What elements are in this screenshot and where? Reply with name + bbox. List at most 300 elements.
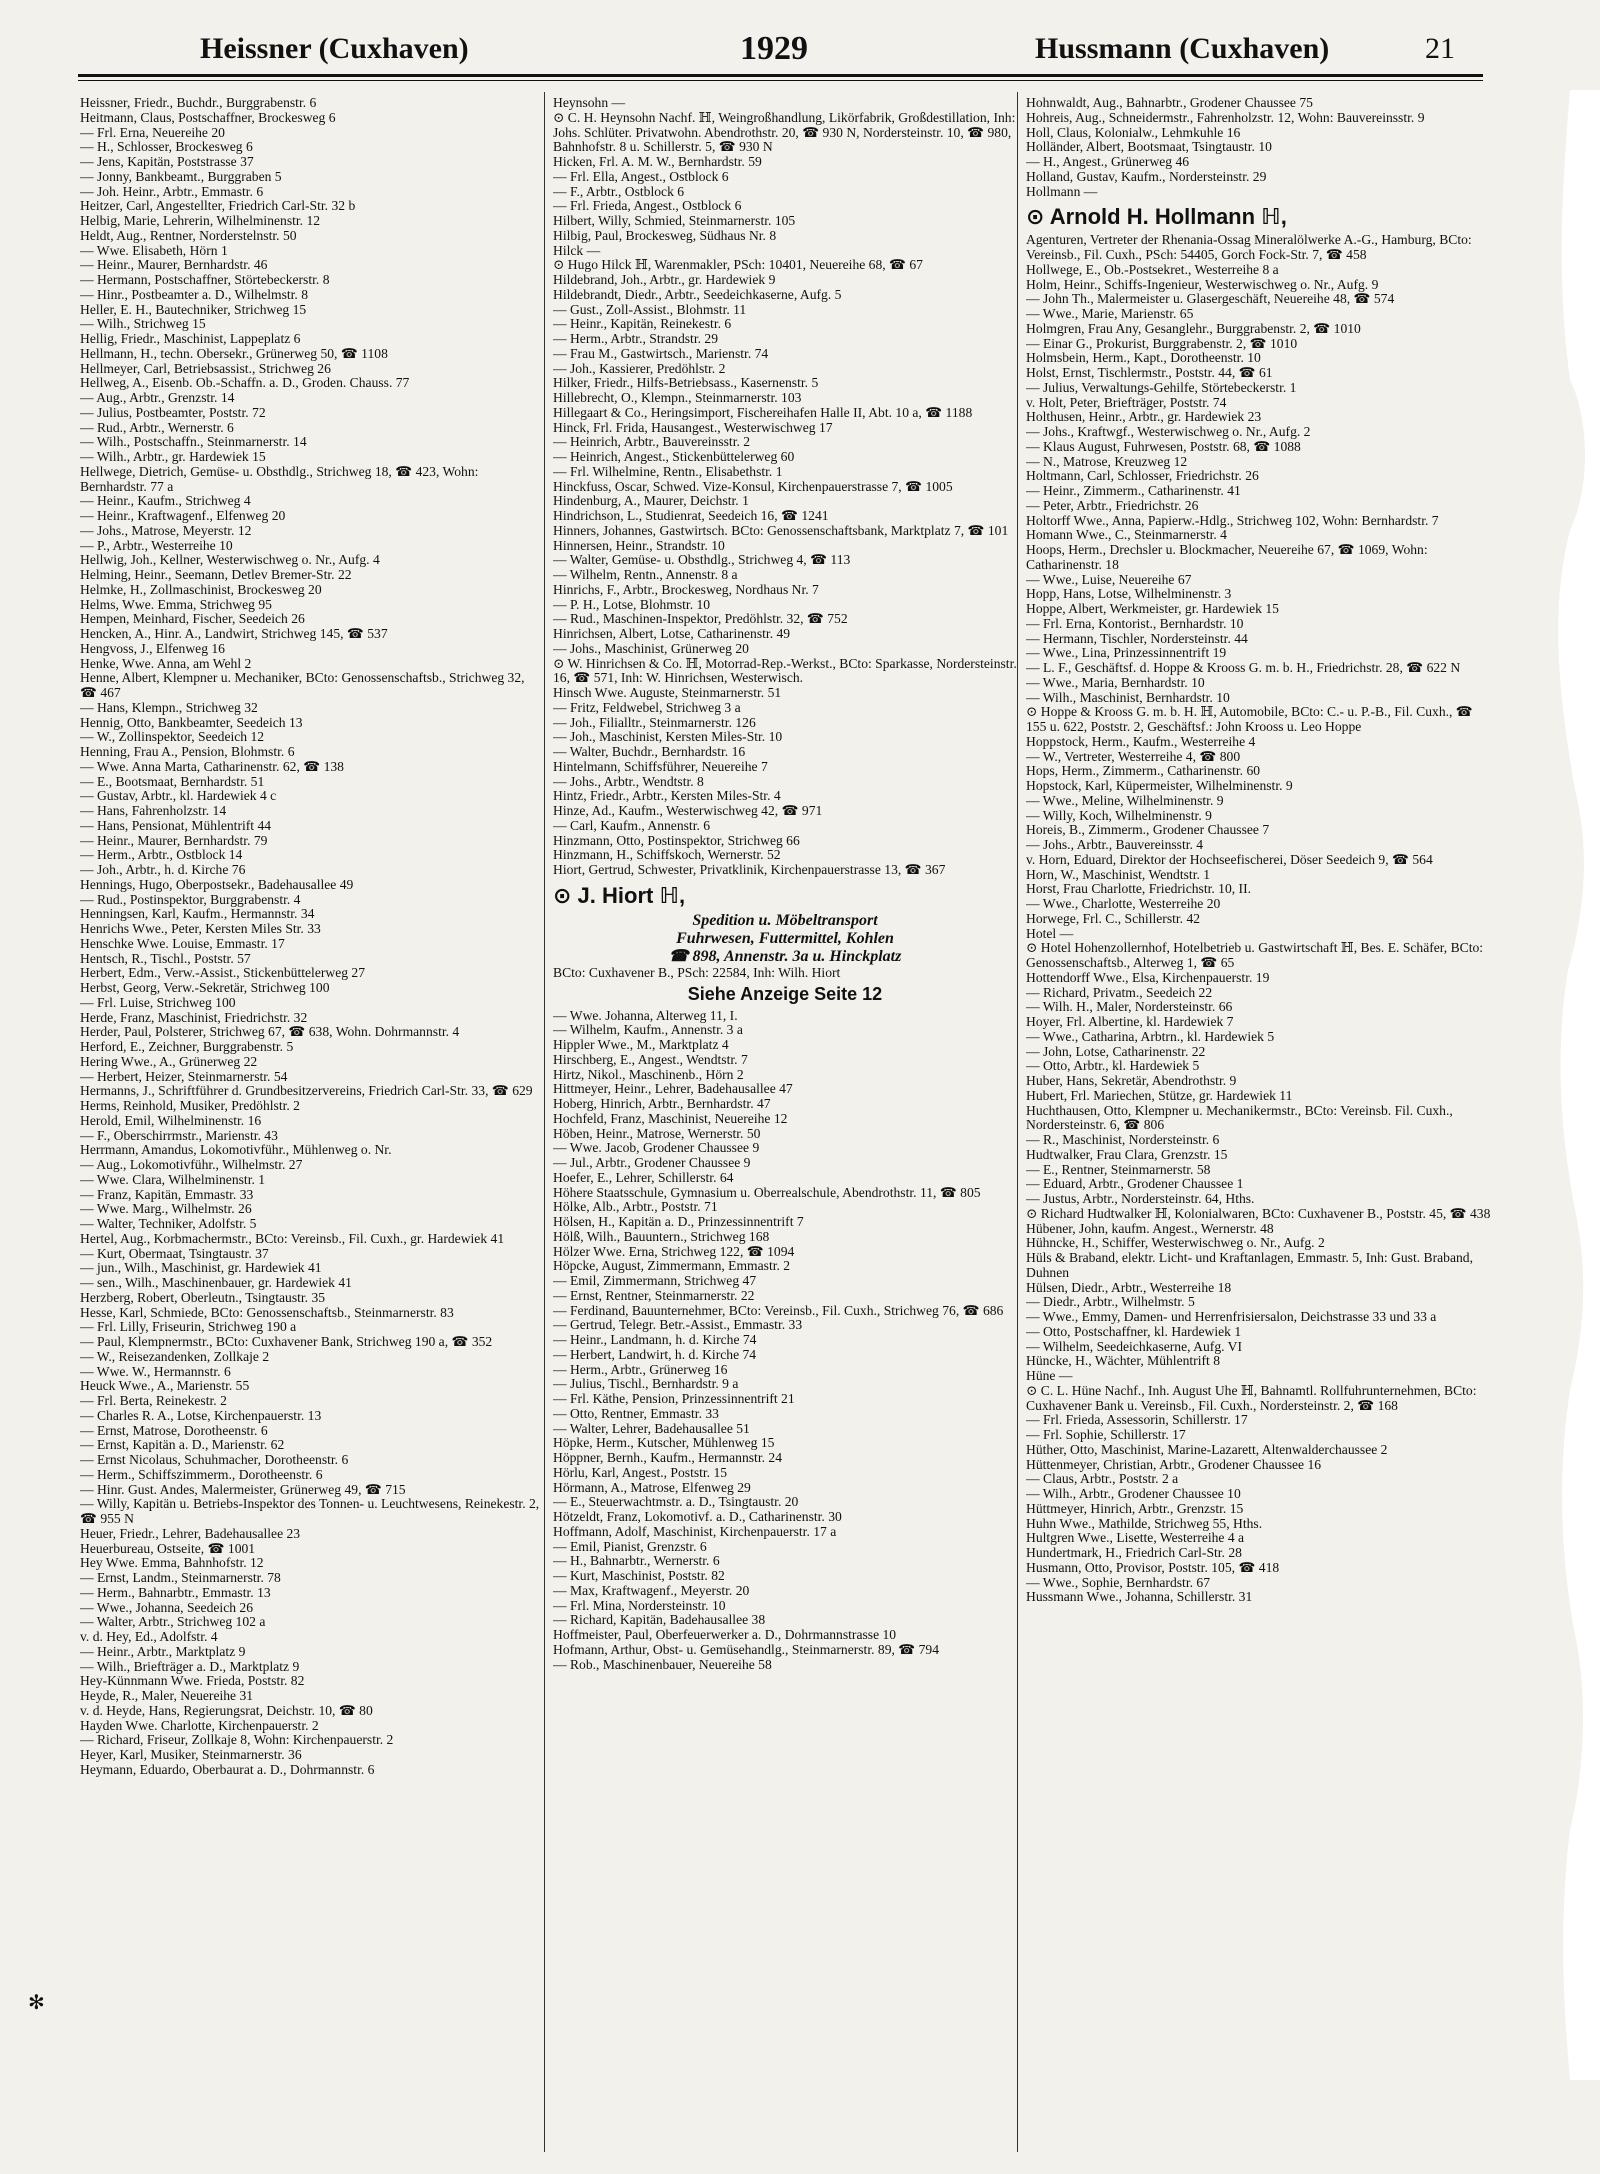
directory-entry: Hempen, Meinhard, Fischer, Seedeich 26 xyxy=(80,611,305,627)
directory-entry: — Justus, Arbtr., Nordersteinstr. 64, Hths. xyxy=(1026,1191,1255,1206)
directory-entry: Hertel, Aug., Korbmachermstr., BCto: Vereinsb., Fil. Cuxh., gr. Hardewiek 41 xyxy=(80,1230,505,1246)
directory-entry: Horst, Frau Charlotte, Friedrichstr. 10, II. xyxy=(1026,881,1252,897)
directory-entry: Heller, E. H., Bautechniker, Strichweg 15 xyxy=(80,301,307,317)
directory-entry: — Joh. Heinr., Arbtr., Emmastr. 6 xyxy=(80,183,264,199)
advertisement-reference: Siehe Anzeige Seite 12 xyxy=(687,983,883,1004)
directory-entry: Hudtwalker, Frau Clara, Grenzstr. 15 xyxy=(1026,1146,1228,1162)
directory-entry: — Herm., Bahnarbtr., Emmastr. 13 xyxy=(80,1584,271,1600)
directory-entry: — Gertrud, Telegr. Betr.-Assist., Emmastr. 33 xyxy=(553,1317,803,1333)
directory-entry: — Herm., Arbtr., Grünerweg 16 xyxy=(553,1361,728,1377)
directory-entry: Huhn Wwe., Mathilde, Strichweg 55, Hths. xyxy=(1026,1515,1263,1531)
directory-entry: Hellwege, Dietrich, Gemüse- u. Obsthdlg., Strichweg 18, ☎ 423, Wohn: Bernhardstr. 77 a xyxy=(80,463,479,494)
directory-entry: Hippler Wwe., M., Marktplatz 4 xyxy=(553,1037,729,1052)
directory-entry: Hottendorff Wwe., Elsa, Kirchenpauerstr. 19 xyxy=(1026,969,1270,985)
directory-entry: Hilbig, Paul, Brockesweg, Südhaus Nr. 8 xyxy=(553,227,777,243)
directory-entry: — Wwe., Luise, Neuereihe 67 xyxy=(1026,571,1192,587)
directory-entry: — Rud., Postinspektor, Burggrabenstr. 4 xyxy=(80,891,301,907)
directory-entry: — Wilhelm, Seedeichkaserne, Aufg. VI xyxy=(1026,1338,1243,1354)
directory-entry: — Joh., Kassierer, Predöhlstr. 2 xyxy=(553,360,726,376)
directory-entry: — Walter, Techniker, Adolfstr. 5 xyxy=(80,1216,257,1231)
directory-entry: Hinrichs, F., Arbtr., Brockesweg, Nordhaus Nr. 7 xyxy=(553,581,819,597)
directory-entry: Hölke, Alb., Arbtr., Poststr. 71 xyxy=(553,1199,718,1215)
directory-entry: — Heinr., Maurer, Bernhardstr. 79 xyxy=(80,832,268,848)
directory-entry: — Herbert, Heizer, Steinmarnerstr. 54 xyxy=(80,1068,288,1084)
directory-entry: — Johs., Matrose, Meyerstr. 12 xyxy=(80,522,252,538)
directory-entry: Herzberg, Robert, Oberleutn., Tsingtaustr. 35 xyxy=(80,1289,326,1305)
directory-entry: Henning, Frau A., Pension, Blohmstr. 6 xyxy=(80,744,295,759)
directory-entry: Herford, E., Zeichner, Burggrabenstr. 5 xyxy=(80,1039,294,1054)
directory-entry: — Emil, Zimmermann, Strichweg 47 xyxy=(553,1273,757,1288)
directory-entry: — Kurt, Maschinist, Poststr. 82 xyxy=(553,1568,725,1583)
directory-entry: Herrmann, Amandus, Lokomotivführ., Mühlenweg o. Nr. xyxy=(80,1142,392,1158)
directory-entry: — Otto, Rentner, Emmastr. 33 xyxy=(553,1405,719,1421)
directory-entry: — Joh., Arbtr., h. d. Kirche 76 xyxy=(80,862,246,877)
directory-entry: Hayden Wwe. Charlotte, Kirchenpauerstr. 2 xyxy=(80,1717,319,1733)
directory-entry: Hennig, Otto, Bankbeamter, Seedeich 13 xyxy=(80,714,303,730)
page-edge-thumb-index xyxy=(1530,90,1600,2080)
directory-entry: Hinsch Wwe. Auguste, Steinmarnerstr. 51 xyxy=(553,685,782,700)
directory-entry: Holtmann, Carl, Schlosser, Friedrichstr. 26 xyxy=(1026,468,1259,484)
firm-hiort-line1: Spedition u. Möbeltransport xyxy=(692,911,878,929)
directory-entry: Heitmann, Claus, Postschaffner, Brockesweg 6 xyxy=(80,109,336,125)
directory-entry: Hötzeldt, Franz, Lokomotivf. a. D., Catharinenstr. 30 xyxy=(553,1509,842,1524)
directory-entry: Hinrichsen, Albert, Lotse, Catharinenstr. 49 xyxy=(553,626,791,641)
directory-entry: — Peter, Arbtr., Friedrichstr. 26 xyxy=(1026,497,1199,513)
directory-entry: — Wwe., Johanna, Seedeich 26 xyxy=(80,1599,254,1615)
directory-entry: — Wilh., Maschinist, Bernhardstr. 10 xyxy=(1026,689,1230,705)
header-rule-thin xyxy=(78,80,1483,81)
directory-entry: Hittmeyer, Heinr., Lehrer, Badehausallee 47 xyxy=(553,1081,793,1097)
directory-entry: Hey Wwe. Emma, Bahnhofstr. 12 xyxy=(80,1555,264,1571)
directory-entry: Hoops, Herm., Drechsler u. Blockmacher, Neuereihe 67, ☎ 1069, Wohn: Catharinenstr. 18 xyxy=(1026,542,1428,572)
directory-entry: — Wwe. Elisabeth, Hörn 1 xyxy=(80,242,228,258)
directory-entry: Hinners, Johannes, Gastwirtsch. BCto: Genossenschaftsbank, Marktplatz 7, ☎ 101 xyxy=(553,522,1009,538)
directory-entry: — Heinr., Zimmerm., Catharinenstr. 41 xyxy=(1026,483,1241,498)
column-2-entries xyxy=(553,96,1017,878)
directory-entry: — Julius, Tischl., Bernhardstr. 9 a xyxy=(553,1376,739,1392)
directory-entry: Holm, Heinr., Schiffs-Ingenieur, Westerwischweg o. Nr., Aufg. 9 xyxy=(1026,276,1379,292)
directory-entry: Heissner, Friedr., Buchdr., Burggrabenstr. 6 xyxy=(80,96,317,110)
directory-entry: Hinzmann, Otto, Postinspektor, Strichweg 66 xyxy=(553,832,800,848)
directory-entry: — Ernst, Kapitän a. D., Marienstr. 62 xyxy=(80,1437,285,1453)
directory-entry: v. d. Hey, Ed., Adolfstr. 4 xyxy=(80,1629,218,1644)
directory-entry: Hörmann, A., Matrose, Elfenweg 29 xyxy=(553,1479,751,1495)
directory-entry: — Wwe., Charlotte, Westerreihe 20 xyxy=(1026,896,1221,911)
directory-entry: — Joh., Filialltr., Steinmarnerstr. 126 xyxy=(553,714,756,730)
directory-entry: — Frl. Erna, Neuereihe 20 xyxy=(80,124,225,140)
directory-entry: ⊙ C. L. Hüne Nachf., Inh. August Uhe ℍ, Bahnamtl. Rollfuhrunternehmen, BCto: Cuxhavener Bank u. Vereinsb., Fil. Cuxh., Nordersteinstr. 2, ☎ 168 xyxy=(1026,1382,1477,1413)
directory-entry: ⊙ Hugo Hilck ℍ, Warenmakler, PSch: 10401, Neuereihe 68, ☎ 67 xyxy=(553,257,923,273)
directory-entry: Hencken, A., Hinr. A., Landwirt, Strichweg 145, ☎ 537 xyxy=(80,626,388,641)
directory-entry: Hirschberg, E., Angest., Wendtstr. 7 xyxy=(553,1051,748,1067)
directory-entry: — Gustav, Arbtr., kl. Hardewiek 4 c xyxy=(80,788,277,804)
directory-entry: — Klaus August, Fuhrwesen, Poststr. 68, ☎ 1088 xyxy=(1026,438,1301,454)
directory-entry: — Richard, Privatm., Seedeich 22 xyxy=(1026,984,1213,1000)
directory-entry: Henschke Wwe. Louise, Emmastr. 17 xyxy=(80,935,285,951)
directory-entry: — Walter, Lehrer, Badehausallee 51 xyxy=(553,1420,750,1436)
directory-entry: Holland, Gustav, Kaufm., Nordersteinstr. 29 xyxy=(1026,168,1267,184)
directory-entry: Hinnersen, Heinr., Strandstr. 10 xyxy=(553,537,725,553)
header-year: 1929 xyxy=(740,30,808,67)
directory-entry: Hindrichson, L., Studienrat, Seedeich 16, ☎ 1241 xyxy=(553,508,829,523)
directory-entry: — Wwe., Meline, Wilhelminenstr. 9 xyxy=(1026,792,1224,808)
directory-entry: Herbert, Edm., Verw.-Assist., Stickenbüttelerweg 27 xyxy=(80,965,366,981)
directory-entry: — Aug., Lokomotivführ., Wilhelmstr. 27 xyxy=(80,1157,303,1172)
directory-entry: Heyde, R., Maler, Neuereihe 31 xyxy=(80,1688,254,1703)
directory-entry: Hinzmann, H., Schiffskoch, Wernerstr. 52 xyxy=(553,847,781,863)
directory-entry: Hoffmeister, Paul, Oberfeuerwerker a. D., Dohrmannstrasse 10 xyxy=(553,1627,897,1642)
directory-entry: — Joh., Maschinist, Kersten Miles-Str. 10 xyxy=(553,729,783,745)
directory-entry: — Wilh., Briefträger a. D., Marktplatz 9 xyxy=(80,1658,300,1674)
directory-entry: — sen., Wilh., Maschinenbauer, gr. Hardewiek 41 xyxy=(80,1275,352,1290)
margin-mark: ✻ xyxy=(28,1992,45,2014)
directory-entry: — Wwe., Lina, Prinzessinnentrift 19 xyxy=(1026,645,1227,661)
directory-entry: Höpcke, August, Zimmermann, Emmastr. 2 xyxy=(553,1258,791,1274)
directory-column-1 xyxy=(80,96,544,2156)
firm-hiort-line3: ☎ 898, Annenstr. 3a u. Hinckplatz xyxy=(668,947,902,965)
directory-entry: Hirtz, Nikol., Maschinenb., Hörn 2 xyxy=(553,1066,744,1082)
directory-entry: Heuer, Friedr., Lehrer, Badehausallee 23 xyxy=(80,1525,301,1541)
directory-entry: v. Horn, Eduard, Direktor der Hochseefischerei, Döser Seedeich 9, ☎ 564 xyxy=(1026,851,1433,867)
directory-entry: Holmsbein, Herm., Kapt., Dorotheenstr. 10 xyxy=(1026,350,1261,366)
directory-entry: Hühncke, H., Schiffer, Westerwischweg o. Nr., Aufg. 2 xyxy=(1026,1235,1325,1251)
directory-entry: Hölzer Wwe. Erna, Strichweg 122, ☎ 1094 xyxy=(553,1243,795,1259)
directory-entry: — John, Lotse, Catharinenstr. 22 xyxy=(1026,1043,1206,1059)
directory-entry: Herold, Emil, Wilhelminenstr. 16 xyxy=(80,1112,262,1128)
directory-entry: Hoffmann, Adolf, Maschinist, Kirchenpauerstr. 17 a xyxy=(553,1523,837,1539)
directory-entry: Heldt, Aug., Rentner, Norderstelnstr. 50 xyxy=(80,227,297,243)
directory-entry: — Ernst, Rentner, Steinmarnerstr. 22 xyxy=(553,1287,755,1303)
directory-entry: Hörlu, Karl, Angest., Poststr. 15 xyxy=(553,1464,728,1480)
directory-entry: Hollmann — xyxy=(1026,183,1098,199)
directory-entry: Heymann, Eduardo, Oberbaurat a. D., Dohrmannstr. 6 xyxy=(80,1761,375,1777)
directory-entry: — N., Matrose, Kreuzweg 12 xyxy=(1026,453,1188,469)
directory-entry: Hillegaart & Co., Heringsimport, Fischereihafen Halle II, Abt. 10 a, ☎ 1188 xyxy=(553,404,973,420)
directory-entry: — Jul., Arbtr., Grodener Chaussee 9 xyxy=(553,1155,751,1170)
directory-entry: Hengvoss, J., Elfenweg 16 xyxy=(80,640,225,656)
directory-entry: Hübener, John, kaufm. Angest., Wernerstr. 48 xyxy=(1026,1220,1274,1236)
column-divider xyxy=(544,92,545,2152)
directory-entry: Huchthausen, Otto, Klempner u. Mechanikermstr., BCto: Vereinsb. Fil. Cuxh., Nordersteinstr. 6, ☎ 806 xyxy=(1026,1102,1453,1133)
directory-entry: — Carl, Kaufm., Annenstr. 6 xyxy=(553,817,711,833)
directory-entry: Hicken, Frl. A. M. W., Bernhardstr. 59 xyxy=(553,154,762,169)
directory-entry: Heuerbureau, Ostseite, ☎ 1001 xyxy=(80,1540,256,1556)
directory-entry: — Richard, Friseur, Zollkaje 8, Wohn: Kirchenpauerstr. 2 xyxy=(80,1732,394,1748)
directory-entry: Husmann, Otto, Provisor, Poststr. 105, ☎ 418 xyxy=(1026,1559,1280,1575)
directory-entry: Heitzer, Carl, Angestellter, Friedrich Carl-Str. 32 b xyxy=(80,198,356,214)
directory-entry: — E., Rentner, Steinmarnerstr. 58 xyxy=(1026,1161,1211,1177)
directory-entry: Hennings, Hugo, Oberpostsekr., Badehausallee 49 xyxy=(80,876,354,892)
directory-entry: — Wwe. Johanna, Alterweg 11, I. xyxy=(553,1007,738,1023)
directory-entry: Hüttmeyer, Hinrich, Arbtr., Grenzstr. 15 xyxy=(1026,1500,1244,1516)
directory-entry: Henrichs Wwe., Peter, Kersten Miles Str. 33 xyxy=(80,921,321,936)
directory-entry: Helming, Heinr., Seemann, Detlev Bremer-Str. 22 xyxy=(80,567,352,582)
directory-entry: — Willy, Koch, Wilhelminenstr. 9 xyxy=(1026,807,1212,823)
directory-entry: — Wwe., Sophie, Bernhardstr. 67 xyxy=(1026,1574,1210,1590)
directory-entry: — Ernst Nicolaus, Schuhmacher, Dorotheenstr. 6 xyxy=(80,1452,349,1467)
directory-entry: Hey-Künnmann Wwe. Frieda, Poststr. 82 xyxy=(80,1673,305,1689)
directory-entry: — R., Maschinist, Nordersteinstr. 6 xyxy=(1026,1132,1220,1147)
directory-entry: — Wwe. Marg., Wilhelmstr. 26 xyxy=(80,1201,252,1217)
firm-hiort-line2: Fuhrwesen, Futtermittel, Kohlen xyxy=(676,929,894,947)
firm-hollmann-name: ⊙ Arnold H. Hollmann ℍ, xyxy=(1026,204,1287,230)
column-divider xyxy=(1017,92,1018,2152)
directory-entry: — Wwe. Clara, Wilhelminenstr. 1 xyxy=(80,1171,266,1187)
column-3-entries xyxy=(1026,96,1496,199)
directory-entry: Hofmann, Arthur, Obst- u. Gemüsehandlg., Steinmarnerstr. 89, ☎ 794 xyxy=(553,1641,940,1657)
directory-entry: Hintz, Friedr., Arbtr., Kersten Miles-Str. 4 xyxy=(553,788,781,804)
directory-entry: — Frl. Berta, Reinekestr. 2 xyxy=(80,1393,227,1408)
directory-entry: — W., Reisezandenken, Zollkaje 2 xyxy=(80,1348,270,1364)
directory-entry: — Wilhelm, Kaufm., Annenstr. 3 a xyxy=(553,1022,743,1038)
directory-entry: Hellig, Friedr., Maschinist, Lappeplatz 6 xyxy=(80,331,301,346)
header-right-range: Hussmann (Cuxhaven) xyxy=(1035,32,1330,65)
directory-entry: Höpke, Herm., Kutscher, Mühlenweg 15 xyxy=(553,1435,775,1451)
directory-entry: Homann Wwe., C., Steinmarnerstr. 4 xyxy=(1026,527,1227,543)
directory-entry: — Wilh., Postschaffn., Steinmarnerstr. 14 xyxy=(80,434,307,450)
directory-entry: — John Th., Malermeister u. Glasergeschäft, Neuereihe 48, ☎ 574 xyxy=(1026,291,1395,307)
directory-entry: — Richard, Kapitän, Badehausallee 38 xyxy=(553,1612,766,1628)
directory-entry: Hinck, Frl. Frida, Hausangest., Westerwischweg 17 xyxy=(553,419,833,435)
directory-entry: — Wilhelm, Rentn., Annenstr. 8 a xyxy=(553,567,738,582)
directory-entry: — jun., Wilh., Maschinist, gr. Hardewiek 41 xyxy=(80,1260,322,1276)
directory-entry: — W., Vertreter, Westerreihe 4, ☎ 800 xyxy=(1026,748,1241,764)
directory-entry: Heuck Wwe., A., Marienstr. 55 xyxy=(80,1378,250,1394)
directory-entry: — Frl. Luise, Strichweg 100 xyxy=(80,994,236,1010)
directory-entry: — Wwe., Catharina, Arbtrn., kl. Hardewiek 5 xyxy=(1026,1028,1275,1044)
directory-entry: — Walter, Buchdr., Bernhardstr. 16 xyxy=(553,744,746,759)
directory-entry: Hüncke, H., Wächter, Mühlentrift 8 xyxy=(1026,1353,1220,1369)
directory-entry: — Emil, Pianist, Grenzstr. 6 xyxy=(553,1538,707,1554)
directory-entry: — Willy, Kapitän u. Betriebs-Inspektor des Tonnen- u. Leuchtwesens, Reinekestr. 2, ☎ 955 N xyxy=(80,1496,540,1526)
directory-entry: ⊙ Richard Hudtwalker ℍ, Kolonialwaren, BCto: Cuxhavener B., Poststr. 45, ☎ 438 xyxy=(1026,1205,1491,1221)
directory-entry: Hellmann, H., techn. Obersekr., Grünerweg 50, ☎ 1108 xyxy=(80,345,388,361)
directory-entry: — Hermann, Postschaffner, Störtebeckerstr. 8 xyxy=(80,272,330,287)
directory-entry: — Wwe. Jacob, Grodener Chaussee 9 xyxy=(553,1140,760,1156)
directory-column-3 xyxy=(1026,96,1496,2156)
directory-entry: — H., Angest., Grünerweg 46 xyxy=(1026,154,1190,169)
directory-entry: Helmke, H., Zollmaschinist, Brockesweg 20 xyxy=(80,581,322,597)
directory-entry: Hesse, Karl, Schmiede, BCto: Genossenschaftsb., Steinmarnerstr. 83 xyxy=(80,1304,454,1320)
directory-entry: Helbig, Marie, Lehrerin, Wilhelminenstr. 12 xyxy=(80,213,321,228)
directory-entry: — Frl. Mina, Nordersteinstr. 10 xyxy=(553,1597,726,1613)
directory-entry: — Frl. Sophie, Schillerstr. 17 xyxy=(1026,1427,1186,1442)
directory-entry: — Herm., Arbtr., Ostblock 14 xyxy=(80,847,243,863)
directory-entry: Heynsohn — xyxy=(553,96,626,110)
directory-entry: — Hinr., Postbeamter a. D., Wilhelmstr. 8 xyxy=(80,286,309,302)
column-2-entries-continued xyxy=(553,1009,1017,1673)
page-header xyxy=(60,24,1480,72)
directory-entry: — Frl. Wilhelmine, Rentn., Elisabethstr. 1 xyxy=(553,463,783,479)
directory-entry: Hildebrand, Joh., Arbtr., gr. Hardewiek 9 xyxy=(553,272,776,287)
directory-entry: ⊙ Hotel Hohenzollernhof, Hotelbetrieb u. Gastwirtschaft ℍ, Bes. E. Schäfer, BCto: Genossenschaftsb., Alterweg 1, ☎ 65 xyxy=(1026,940,1484,970)
directory-entry: — Wilh., Strichweg 15 xyxy=(80,316,206,332)
directory-entry: — Jens, Kapitän, Poststrasse 37 xyxy=(80,154,254,169)
directory-entry: Hussmann Wwe., Johanna, Schillerstr. 31 xyxy=(1026,1589,1253,1605)
directory-entry: Henningsen, Karl, Kaufm., Hermannstr. 34 xyxy=(80,906,315,922)
directory-entry: — Johs., Kraftwgf., Westerwischweg o. Nr., Aufg. 2 xyxy=(1026,424,1311,439)
directory-entry: — Jonny, Bankbeamt., Burggraben 5 xyxy=(80,168,282,184)
directory-entry: Hollwege, E., Ob.-Postsekret., Westerreihe 8 a xyxy=(1026,261,1279,277)
directory-entry: — Diedr., Arbtr., Wilhelmstr. 5 xyxy=(1026,1294,1195,1310)
directory-entry: Hüne — xyxy=(1026,1368,1073,1383)
directory-entry: — Walter, Arbtr., Strichweg 102 a xyxy=(80,1614,266,1630)
directory-entry: — L. F., Geschäftsf. d. Hoppe & Krooss G. m. b. H., Friedrichstr. 28, ☎ 622 N xyxy=(1026,660,1461,675)
directory-entry: Herde, Franz, Maschinist, Friedrichstr. 32 xyxy=(80,1009,308,1025)
directory-entry: Hotel — xyxy=(1026,925,1074,941)
directory-entry: — Wwe. W., Hermannstr. 6 xyxy=(80,1363,231,1379)
directory-entry: — Heinrich, Angest., Stickenbüttelerweg 60 xyxy=(553,449,795,464)
directory-entry: — Eduard, Arbtr., Grodener Chaussee 1 xyxy=(1026,1176,1244,1192)
directory-entry: Hoyer, Frl. Albertine, kl. Hardewiek 7 xyxy=(1026,1014,1234,1029)
directory-entry: — Hermann, Tischler, Nordersteinstr. 44 xyxy=(1026,630,1248,646)
directory-entry: Hillebrecht, O., Klempn., Steinmarnerstr. 103 xyxy=(553,390,802,405)
directory-entry: Henke, Wwe. Anna, am Wehl 2 xyxy=(80,655,252,671)
directory-entry: Hering Wwe., A., Grünerweg 22 xyxy=(80,1053,258,1069)
directory-entry: Hilker, Friedr., Hilfs-Betriebsass., Kasernenstr. 5 xyxy=(553,375,819,391)
directory-entry: — W., Zollinspektor, Seedeich 12 xyxy=(80,729,265,745)
directory-entry: — Ernst, Landm., Steinmarnerstr. 78 xyxy=(80,1570,281,1585)
directory-entry: ⊙ W. Hinrichsen & Co. ℍ, Motorrad-Rep.-Werkst., BCto: Sparkasse, Nordersteinstr. 16, ☎ 571, Inh: W. Hinrichsen, Westerwisch. xyxy=(553,655,1017,686)
directory-entry: — Einar G., Prokurist, Burggrabenstr. 2, ☎ 1010 xyxy=(1026,335,1298,351)
directory-entry: — F., Arbtr., Ostblock 6 xyxy=(553,183,685,199)
directory-entry: — Otto, Arbtr., kl. Hardewiek 5 xyxy=(1026,1058,1200,1074)
directory-entry: — Kurt, Obermaat, Tsingtaustr. 37 xyxy=(80,1245,269,1261)
directory-entry: — Rud., Arbtr., Wernerstr. 6 xyxy=(80,419,234,435)
directory-entry: — Heinr., Kraftwagenf., Elfenweg 20 xyxy=(80,508,286,523)
directory-entry: Hüls & Braband, elektr. Licht- und Kraftanlagen, Emmastr. 5, Inh: Gust. Braband, Duhnen xyxy=(1026,1250,1473,1280)
directory-entry: Holtorff Wwe., Anna, Papierw.-Hdlg., Strichweg 102, Wohn: Bernhardstr. 7 xyxy=(1026,512,1439,528)
directory-entry: — F., Oberschirrmstr., Marienstr. 43 xyxy=(80,1127,278,1143)
directory-entry: Hintelmann, Schiffsführer, Neuereihe 7 xyxy=(553,758,768,774)
directory-entry: Hülsen, Diedr., Arbtr., Westerreihe 18 xyxy=(1026,1279,1232,1295)
directory-entry: — Fritz, Feldwebel, Strichweg 3 a xyxy=(553,699,741,715)
firm-hiort-name: ⊙ J. Hiort ℍ, xyxy=(553,882,686,908)
directory-entry: — E., Bootsmaat, Bernhardstr. 51 xyxy=(80,773,265,789)
directory-entry: — Frl. Lilly, Friseurin, Strichweg 190 a xyxy=(80,1319,297,1335)
directory-entry: — Herm., Schiffszimmerm., Dorotheenstr. 6 xyxy=(80,1466,323,1482)
directory-entry: — Hans, Fahrenholzstr. 14 xyxy=(80,803,227,818)
directory-column-2 xyxy=(553,96,1017,2156)
directory-entry: — Charles R. A., Lotse, Kirchenpauerstr. 13 xyxy=(80,1407,322,1423)
directory-entry: — Wilh., Arbtr., Grodener Chaussee 10 xyxy=(1026,1486,1241,1501)
directory-entry: ⊙ C. H. Heynsohn Nachf. ℍ, Weingroßhandlung, Likörfabrik, Großdestillation, Inh: Johs. Schlüter. Privatwohn. Abendrothstr. 20, ☎ 930 N, Nordersteinstr. 10, ☎ 980, Bahnhofstr. 8 u. Schillerstr. 5, ☎ 930 N xyxy=(553,109,1016,155)
directory-entry: Hopstock, Karl, Küpermeister, Wilhelminenstr. 9 xyxy=(1026,778,1293,793)
directory-entry: — Rud., Maschinen-Inspektor, Predöhlstr. 32, ☎ 752 xyxy=(553,611,848,627)
directory-entry: — Franz, Kapitän, Emmastr. 33 xyxy=(80,1186,254,1202)
directory-entry: — Johs., Maschinist, Grünerweg 20 xyxy=(553,640,749,656)
directory-entry: Helms, Wwe. Emma, Strichweg 95 xyxy=(80,596,272,612)
directory-entry: Hopp, Hans, Lotse, Wilhelminenstr. 3 xyxy=(1026,586,1232,602)
directory-entry: — Wilh. H., Maler, Nordersteinstr. 66 xyxy=(1026,999,1233,1015)
directory-entry: — Herm., Arbtr., Strandstr. 29 xyxy=(553,331,719,346)
directory-entry: — Gust., Zoll-Assist., Blohmstr. 11 xyxy=(553,301,747,317)
directory-entry: Hildebrandt, Diedr., Arbtr., Seedeichkaserne, Aufg. 5 xyxy=(553,286,842,302)
directory-entry: Holst, Ernst, Tischlermstr., Poststr. 44, ☎ 61 xyxy=(1026,365,1273,380)
directory-entry: — Aug., Arbtr., Grenzstr. 14 xyxy=(80,390,235,405)
header-rule xyxy=(78,74,1483,77)
firm-hollmann-desc: Agenturen, Vertreter der Rhenania-Ossag Mineralölwerke A.-G., Hamburg, BCto: Vereinsb., Fil. Cuxh., PSch: 54405, Gorch Fock-Str. 7, ☎ 458 xyxy=(1026,232,1472,262)
directory-entry: — Frau M., Gastwirtsch., Marienstr. 74 xyxy=(553,345,769,361)
directory-entry: Herder, Paul, Polsterer, Strichweg 67, ☎ 638, Wohn. Dohrmannstr. 4 xyxy=(80,1024,460,1040)
directory-entry: — Heinr., Arbtr., Marktplatz 9 xyxy=(80,1643,246,1659)
directory-entry: — Wilh., Arbtr., gr. Hardewiek 15 xyxy=(80,449,266,464)
directory-entry: — Frl. Frieda, Assessorin, Schillerstr. 17 xyxy=(1026,1412,1248,1428)
directory-entry: — P. H., Lotse, Blohmstr. 10 xyxy=(553,596,711,612)
directory-entry: Hellwig, Joh., Kellner, Westerwischweg o. Nr., Aufg. 4 xyxy=(80,552,380,568)
directory-entry: Hellweg, A., Eisenb. Ob.-Schaffn. a. D., Groden. Chauss. 77 xyxy=(80,375,410,391)
directory-entry: — Claus, Arbtr., Poststr. 2 a xyxy=(1026,1471,1179,1487)
directory-entry: ⊙ Hoppe & Krooss G. m. b. H. ℍ, Automobile, BCto: C.- u. P.-B., Fil. Cuxh., ☎ 155 u. 622, Poststr. 2, Geschäftsf.: John Krooss u. Leo Hoppe xyxy=(1026,704,1473,734)
directory-entry: Hilbert, Willy, Schmied, Steinmarnerstr. 105 xyxy=(553,213,796,228)
directory-entry: — Julius, Postbeamter, Poststr. 72 xyxy=(80,404,266,420)
directory-entry: — Rob., Maschinenbauer, Neuereihe 58 xyxy=(553,1656,772,1672)
directory-entry: Hentsch, R., Tischl., Poststr. 57 xyxy=(80,950,251,966)
directory-entry: — Wwe., Maria, Bernhardstr. 10 xyxy=(1026,674,1205,690)
directory-entry: Hoppstock, Herm., Kaufm., Westerreihe 4 xyxy=(1026,733,1256,749)
directory-entry: Hinze, Ad., Kaufm., Westerwischweg 42, ☎ 971 xyxy=(553,803,823,818)
directory-entry: Herbst, Georg, Verw.-Sekretär, Strichweg 100 xyxy=(80,980,330,995)
directory-entry: Hellmeyer, Carl, Betriebsassist., Strichweg 26 xyxy=(80,360,331,376)
directory-entry: Holländer, Albert, Bootsmaat, Tsingtaustr. 10 xyxy=(1026,139,1272,155)
directory-entry: — Frl. Käthe, Pension, Prinzessinnentrift 21 xyxy=(553,1391,795,1406)
directory-entry: Höben, Heinr., Matrose, Wernerstr. 50 xyxy=(553,1125,761,1141)
directory-entry: Hops, Herm., Zimmerm., Catharinenstr. 60 xyxy=(1026,763,1261,779)
directory-entry: Hilck — xyxy=(553,242,601,258)
directory-entry: Hiort, Gertrud, Schwester, Privatklinik, Kirchenpauerstrasse 13, ☎ 367 xyxy=(553,862,946,877)
firm-hiort-line4: BCto: Cuxhavener B., PSch: 22584, Inh: Wilh. Hiort xyxy=(553,964,841,980)
directory-entry: — Heinr., Landmann, h. d. Kirche 74 xyxy=(553,1332,757,1347)
directory-entry: v. d. Heyde, Hans, Regierungsrat, Deichstr. 10, ☎ 80 xyxy=(80,1702,373,1718)
directory-entry: — P., Arbtr., Westerreihe 10 xyxy=(80,537,233,553)
directory-entry: — Frl. Frieda, Angest., Ostblock 6 xyxy=(553,198,742,214)
directory-entry: Hundertmark, H., Friedrich Carl-Str. 28 xyxy=(1026,1545,1242,1560)
directory-entry: — Wwe., Emmy, Damen- und Herrenfrisiersalon, Deichstrasse 33 und 33 a xyxy=(1026,1309,1437,1324)
directory-entry: — Frl. Erna, Kontorist., Bernhardstr. 10 xyxy=(1026,615,1244,631)
directory-entry: — Otto, Postschaffner, kl. Hardewiek 1 xyxy=(1026,1323,1242,1339)
directory-entry: — Heinr., Kaufm., Strichweg 4 xyxy=(80,493,251,509)
directory-entry: Herms, Reinhold, Musiker, Predöhlstr. 2 xyxy=(80,1098,300,1113)
directory-entry: Horwege, Frl. C., Schillerstr. 42 xyxy=(1026,910,1201,926)
directory-entry: Höppner, Bernh., Kaufm., Hermannstr. 24 xyxy=(553,1450,782,1465)
directory-entry: — Frl. Ella, Angest., Ostblock 6 xyxy=(553,168,729,184)
directory-entry: — Hans, Klempn., Strichweg 32 xyxy=(80,699,258,715)
directory-entry: — Wwe., Marie, Marienstr. 65 xyxy=(1026,306,1194,321)
directory-entry: Hoppe, Albert, Werkmeister, gr. Hardewiek 15 xyxy=(1026,601,1279,616)
directory-entry: — E., Steuerwachtmstr. a. D., Tsingtaustr. 20 xyxy=(553,1494,799,1510)
directory-entry: Hohnwaldt, Aug., Bahnarbtr., Grodener Chaussee 75 xyxy=(1026,96,1313,110)
directory-entry: Holthusen, Heinr., Arbtr., gr. Hardewiek 23 xyxy=(1026,409,1262,425)
directory-entry: — Walter, Gemüse- u. Obsthdlg., Strichweg 4, ☎ 113 xyxy=(553,552,851,568)
header-left-range: Heissner (Cuxhaven) xyxy=(200,32,469,65)
column-3-entries-continued xyxy=(1026,263,1496,1605)
directory-entry: v. Holt, Peter, Briefträger, Poststr. 74 xyxy=(1026,394,1227,410)
directory-entry: — Paul, Klempnermstr., BCto: Cuxhavener Bank, Strichweg 190 a, ☎ 352 xyxy=(80,1334,493,1349)
directory-entry: Hultgren Wwe., Lisette, Westerreihe 4 a xyxy=(1026,1530,1245,1546)
directory-entry: — Ferdinand, Bauunternehmer, BCto: Vereinsb., Fil. Cuxh., Strichweg 76, ☎ 686 xyxy=(553,1302,1004,1318)
directory-entry: — Heinr., Kapitän, Reinekestr. 6 xyxy=(553,316,732,332)
page-number: 21 xyxy=(1425,32,1455,65)
directory-entry: Huber, Hans, Sekretär, Abendrothstr. 9 xyxy=(1026,1073,1237,1088)
directory-entry: — Julius, Verwaltungs-Gehilfe, Störtebeckerstr. 1 xyxy=(1026,379,1297,395)
directory-entry: Horeis, B., Zimmerm., Grodener Chaussee 7 xyxy=(1026,822,1270,838)
directory-entry: — Heinrich, Arbtr., Bauvereinsstr. 2 xyxy=(553,434,751,450)
directory-entry: Hindenburg, A., Maurer, Deichstr. 1 xyxy=(553,493,749,509)
directory-entry: Heyer, Karl, Musiker, Steinmarnerstr. 36 xyxy=(80,1747,302,1762)
directory-entry: Hohreis, Aug., Schneidermstr., Fahrenholzstr. 12, Wohn: Bauvereinsstr. 9 xyxy=(1026,109,1425,125)
directory-entry: — H., Schlosser, Brockesweg 6 xyxy=(80,139,253,155)
directory-entry: Höhere Staatsschule, Gymnasium u. Oberrealschule, Abendrothstr. 11, ☎ 805 xyxy=(553,1184,981,1200)
